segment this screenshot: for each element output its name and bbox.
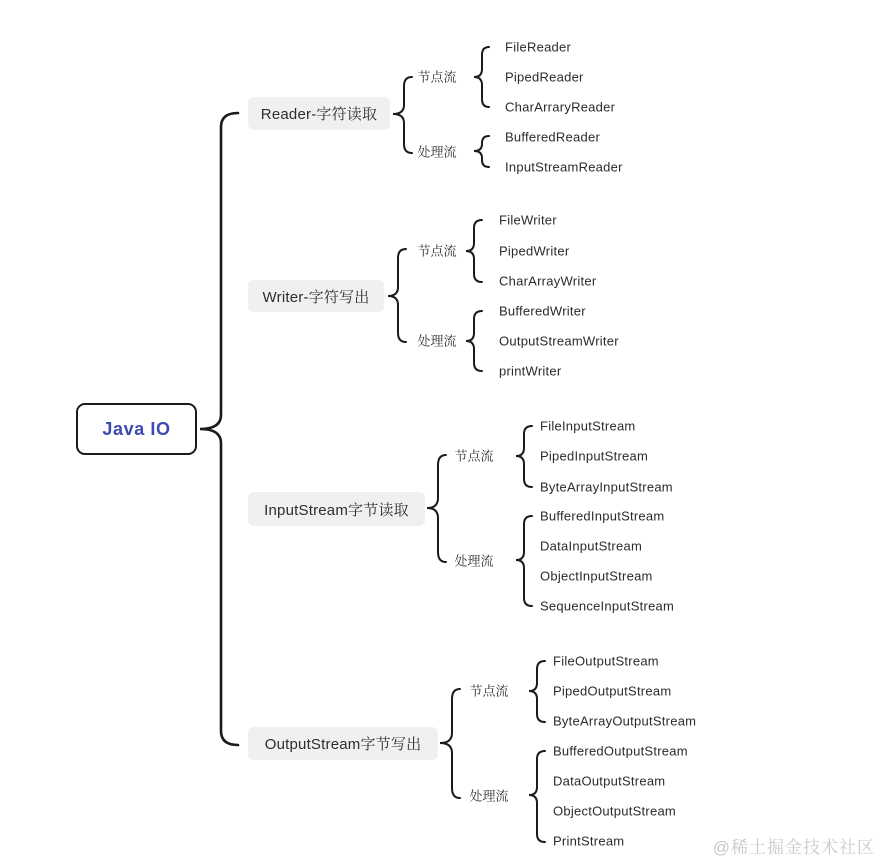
- leaf-node: printWriter: [499, 363, 562, 379]
- brace-connector: [440, 689, 460, 798]
- leaf-node: CharArraryReader: [505, 99, 616, 115]
- leaf-node: PrintStream: [553, 833, 625, 849]
- brace-connector: [200, 113, 238, 745]
- leaf-node: ByteArrayInputStream: [540, 479, 673, 495]
- leaf-node: BufferedWriter: [499, 303, 586, 319]
- leaf-node: InputStreamReader: [505, 159, 623, 175]
- leaf-node: BufferedReader: [505, 129, 601, 145]
- brace-connector: [516, 516, 532, 606]
- brace-connector: [529, 751, 545, 842]
- leaf-node: CharArrayWriter: [499, 273, 597, 289]
- branch-reader: [248, 97, 390, 130]
- group-label: 处理流: [469, 788, 509, 804]
- branch-outputstream: [248, 727, 438, 760]
- leaf-node: PipedWriter: [499, 243, 570, 259]
- leaf-node: FileReader: [505, 39, 572, 55]
- group-label: 节点流: [417, 69, 457, 85]
- brace-connector: [466, 311, 482, 371]
- group-label: 节点流: [469, 683, 509, 699]
- brace-connector: [474, 47, 489, 107]
- leaf-node: PipedReader: [505, 69, 584, 85]
- leaf-node: PipedInputStream: [540, 448, 649, 464]
- group-label: 处理流: [417, 333, 457, 349]
- leaf-node: DataOutputStream: [553, 773, 666, 789]
- group-label: 处理流: [454, 553, 494, 569]
- leaf-node: FileOutputStream: [553, 653, 659, 669]
- group-label: 节点流: [417, 243, 457, 259]
- brace-connector: [474, 136, 489, 167]
- brace-connector: [388, 249, 406, 342]
- leaf-node: PipedOutputStream: [553, 683, 672, 699]
- leaf-node: OutputStreamWriter: [499, 333, 619, 349]
- leaf-node: ObjectOutputStream: [553, 803, 676, 819]
- brace-connector: [466, 220, 482, 282]
- branch-inputstream: [248, 492, 425, 526]
- node-root-label: Java IO: [102, 418, 171, 439]
- leaf-node: DataInputStream: [540, 538, 643, 554]
- branch-reader-label: Reader-字符读取: [260, 106, 378, 123]
- group-label: 节点流: [454, 448, 494, 464]
- branch-writer: [248, 280, 384, 312]
- branch-outputstream-label: OutputStream字节写出: [264, 736, 422, 753]
- leaf-node: ObjectInputStream: [540, 568, 653, 584]
- leaf-node: BufferedInputStream: [540, 508, 665, 524]
- group-label: 处理流: [417, 144, 457, 160]
- leaf-node: SequenceInputStream: [540, 598, 675, 614]
- leaf-node: ByteArrayOutputStream: [553, 713, 697, 729]
- brace-connector: [516, 426, 532, 487]
- node-root: [76, 403, 197, 455]
- leaf-node: FileWriter: [499, 212, 557, 228]
- watermark: @稀土掘金技术社区: [712, 838, 875, 857]
- leaf-node: BufferedOutputStream: [553, 743, 688, 759]
- branch-writer-label: Writer-字符写出: [262, 288, 370, 306]
- branch-inputstream-label: InputStream字节读取: [264, 501, 409, 519]
- brace-connector: [529, 661, 545, 722]
- brace-connector: [427, 455, 446, 562]
- leaf-node: FileInputStream: [540, 418, 636, 434]
- brace-connector: [393, 77, 412, 153]
